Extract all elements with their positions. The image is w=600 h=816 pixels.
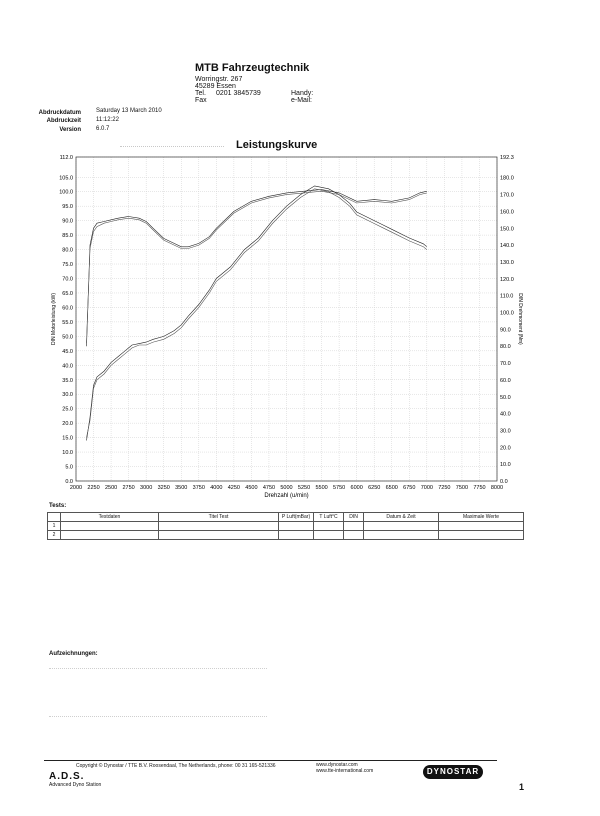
y2-tick-label: 80.0 (500, 344, 511, 351)
x-tick-label: 2750 (122, 485, 135, 491)
y-tick-label: 10.0 (62, 450, 73, 457)
notes-label: Aufzeichnungen: (49, 651, 98, 657)
x-tick-label: 7750 (473, 485, 486, 491)
y2-tick-label: 160.0 (500, 209, 514, 216)
x-tick-label: 4250 (227, 485, 240, 491)
faint-note-line (49, 712, 267, 717)
print-time-label: Abdruckzeit (46, 118, 81, 124)
x-tick-label: 3000 (140, 485, 153, 491)
x-axis-label: Drehzahl (u/min) (264, 493, 309, 499)
version-label: Version (59, 127, 81, 133)
y-tick-label: 75.0 (62, 262, 73, 269)
print-time: 11:12:22 (96, 117, 119, 123)
y2-tick-label: 50.0 (500, 394, 511, 401)
x-tick-label: 7250 (438, 485, 451, 491)
x-tick-label: 4500 (245, 485, 258, 491)
y-tick-label: 35.0 (62, 377, 73, 384)
y2-tick-label: 60.0 (500, 377, 511, 384)
tests-corner-cell (48, 513, 61, 522)
x-tick-label: 2000 (69, 485, 83, 491)
x-tick-label: 3250 (157, 485, 170, 491)
x-tick-label: 4750 (262, 485, 276, 491)
x-tick-label: 3500 (175, 485, 188, 491)
tel-label: Tel. (195, 90, 206, 97)
y2-tick-label: 10.0 (500, 462, 511, 469)
chart-title: Leistungskurve (236, 139, 318, 151)
y2-tick-label: 140.0 (500, 243, 514, 250)
website-dynostar: www.dynostar.com (316, 762, 358, 768)
copyright: Copyright © Dynostar / TTE B.V. Roosendaal, The Netherlands, phone: 00 31 165-521336 (76, 763, 276, 769)
print-date: Saturday 13 March 2010 (96, 108, 162, 114)
y2-tick-label: 130.0 (500, 259, 514, 266)
y2-tick-label: 40.0 (500, 411, 511, 418)
y-tick-label: 65.0 (62, 290, 73, 297)
x-tick-label: 3750 (192, 485, 205, 491)
y-tick-label: 40.0 (62, 363, 73, 370)
dynostar-logo: DYNOSTAR (423, 765, 483, 779)
y2-tick-label: 30.0 (500, 428, 511, 435)
y2-tick-label: 70.0 (500, 361, 511, 368)
y2-tick-label: 110.0 (500, 293, 514, 300)
ads-brand: A.D.S. (49, 771, 85, 782)
y-tick-label: 85.0 (62, 233, 73, 240)
y-tick-label: 60.0 (62, 305, 73, 312)
ads-subtitle: Advanced Dyno Station (49, 782, 102, 788)
series-line (87, 189, 427, 438)
row-number: 2 (48, 531, 61, 540)
y2-tick-label: 120.0 (500, 276, 514, 283)
y-tick-label: 5.0 (65, 464, 73, 471)
chart-series (87, 186, 427, 441)
email-label: e-Mail: (291, 97, 313, 104)
y-axis-label: DIN Motorleistung (kW) (51, 293, 57, 345)
col-t-luft: T Luft°C (314, 513, 344, 522)
y2-tick-label: 90.0 (500, 327, 511, 334)
x-tick-label: 5000 (280, 485, 293, 491)
y2-tick-label: 180.0 (500, 175, 514, 182)
website-tte: www.tte-international.com (316, 768, 374, 774)
x-tick-label: 2500 (104, 485, 118, 491)
company-street: Worringstr. 267 (195, 76, 243, 83)
y-tick-label: 105.0 (59, 175, 73, 182)
col-din: DIN (344, 513, 364, 522)
col-datum: Datum & Zeit (364, 513, 439, 522)
tests-label: Tests: (49, 503, 67, 509)
y-tick-label: 100.0 (59, 189, 73, 196)
table-row (48, 531, 524, 540)
col-p-luft: P Luft(mBar) (279, 513, 314, 522)
company-name: MTB Fahrzeugtechnik (195, 62, 310, 74)
version-value: 6.0.7 (96, 126, 110, 132)
tests-header-row (48, 513, 524, 522)
fax-label: Fax (195, 97, 207, 104)
print-date-label: Abdruckdatum (38, 110, 81, 116)
x-tick-label: 6750 (403, 485, 416, 491)
col-testdaten: Testdaten (61, 513, 159, 522)
y-tick-label: 45.0 (62, 348, 73, 355)
y-tick-label: 90.0 (62, 218, 73, 225)
y-tick-label: 15.0 (62, 435, 73, 442)
x-tick-label: 6000 (350, 485, 363, 491)
series-line (87, 190, 427, 347)
handy-label: Handy: (291, 90, 314, 97)
footer-divider (44, 760, 497, 761)
y2-axis-label: DIN Drehmoment (Nm) (517, 293, 523, 345)
y2-tick-label: 20.0 (500, 445, 511, 452)
y-tick-label: 55.0 (62, 319, 73, 326)
y-tick-label: 50.0 (62, 334, 73, 341)
series-line (87, 191, 427, 343)
y-tick-label: 25.0 (62, 406, 73, 413)
y2-tick-label: 192.3 (500, 155, 514, 161)
row-number: 1 (48, 522, 61, 531)
y-tick-label: 0.0 (65, 479, 73, 485)
chart-grid (76, 157, 497, 481)
col-max: Maximale Werte (439, 513, 524, 522)
x-tick-label: 5750 (333, 485, 346, 491)
faint-note-line (49, 664, 267, 669)
tests-table (47, 512, 524, 540)
x-tick-label: 8000 (490, 485, 504, 491)
y-tick-label: 70.0 (62, 276, 73, 283)
y-tick-label: 95.0 (62, 204, 73, 211)
x-tick-label: 2250 (87, 485, 100, 491)
table-row (48, 522, 524, 531)
y-tick-label: 30.0 (62, 392, 73, 399)
y-tick-label: 112.0 (59, 155, 73, 161)
y2-tick-label: 170.0 (500, 192, 514, 199)
x-tick-label: 7000 (420, 485, 433, 491)
y2-tick-label: 0.0 (500, 479, 508, 485)
company-city: 45289 Essen (195, 83, 236, 90)
x-tick-label: 7500 (455, 485, 469, 491)
page-number: 1 (519, 782, 525, 792)
y-tick-label: 80.0 (62, 247, 73, 254)
y-tick-label: 20.0 (62, 421, 73, 428)
x-tick-label: 5500 (315, 485, 328, 491)
x-tick-label: 5250 (297, 485, 311, 491)
tel-number: 0201 3845739 (216, 90, 261, 97)
x-tick-label: 6500 (385, 485, 398, 491)
x-tick-label: 4000 (210, 485, 223, 491)
x-tick-label: 6250 (368, 485, 381, 491)
y2-tick-label: 150.0 (500, 226, 514, 233)
col-titel: Titel Test (159, 513, 279, 522)
y2-tick-label: 100.0 (500, 310, 514, 317)
